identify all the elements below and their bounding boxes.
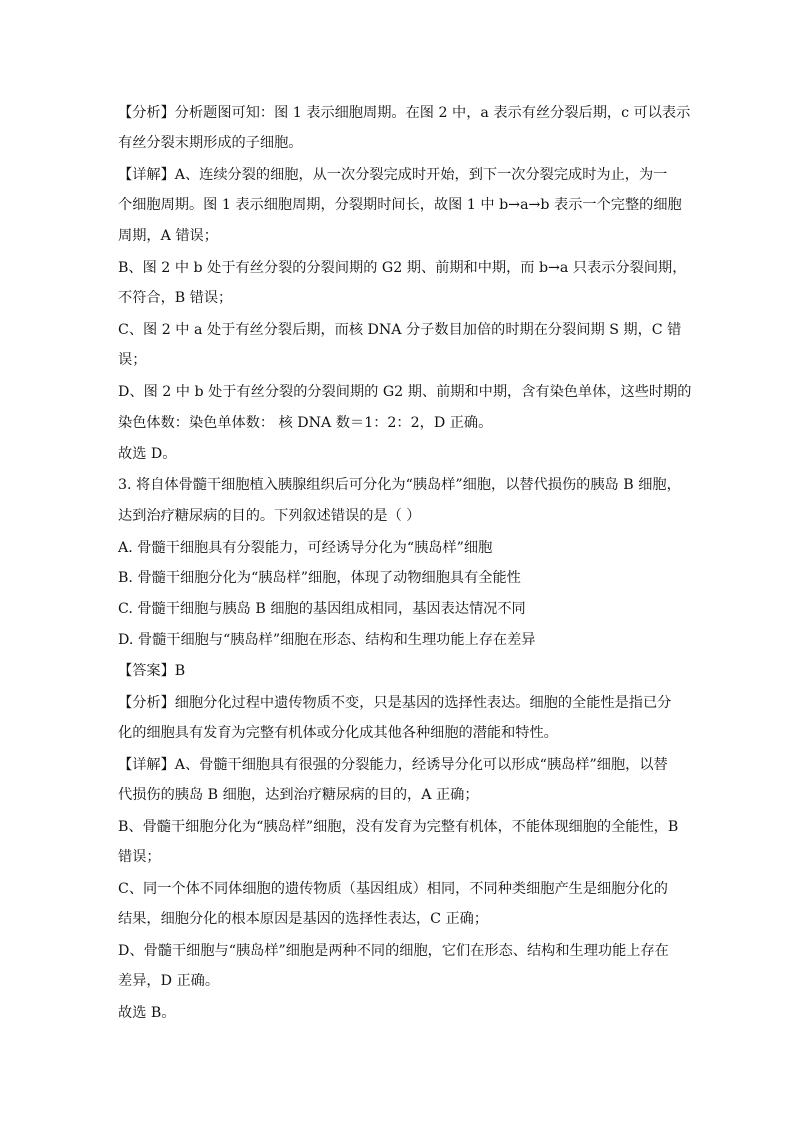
text-line: 化的细胞具有发育为完整有机体或分化成其他各种细胞的潜能和特性。 xyxy=(118,725,558,741)
text-line: 【详解】A、骨髓干细胞具有很强的分裂能力，经诱导分化可以形成“胰岛样”细胞，以替 xyxy=(118,757,668,773)
text-line: 个细胞周期。图 1 表示细胞周期，分裂期时间长，故图 1 中 b→a→b 表示一个完整的细胞 xyxy=(118,197,682,213)
text-line: B、骨髓干细胞分化为“胰岛样”细胞，没有发育为完整有机体，不能体现细胞的全能性，B xyxy=(118,819,679,835)
text-line: 不符合，B 错误； xyxy=(118,290,233,306)
text-line: 故选 D。 xyxy=(118,446,177,462)
text-line: B、图 2 中 b 处于有丝分裂的分裂间期的 G2 期、前期和中期，而 b→a 只表示分裂间期， xyxy=(118,260,687,276)
text-line: 有丝分裂末期形成的子细胞。 xyxy=(118,135,303,151)
text-line: 染色体数：染色单体数： 核 DNA 数＝1：2：2，D 正确。 xyxy=(118,415,493,431)
text-line: 差异，D 正确。 xyxy=(118,973,220,989)
answer-line: 【答案】B xyxy=(118,663,186,679)
text-line: 代损伤的胰岛 B 细胞，达到治疗糖尿病的目的，A 正确； xyxy=(118,787,479,803)
question-stem-line: 3. 将自体骨髓干细胞植入胰腺组织后可分化为“胰岛样”细胞，以替代损伤的胰岛 B 细胞， xyxy=(118,477,681,493)
text-line: D、图 2 中 b 处于有丝分裂的分裂间期的 G2 期、前期和中期，含有染色单体，这些时期的 xyxy=(118,384,692,400)
text-line: 错误； xyxy=(118,849,161,865)
text-line: C、图 2 中 a 处于有丝分裂后期，而核 DNA 分子数目加倍的时期在分裂间期 S 期，C 错 xyxy=(118,322,682,338)
text-line: 故选 B。 xyxy=(118,1005,176,1021)
text-line: 【分析】分析题图可知：图 1 表示细胞周期。在图 2 中，a 表示有丝分裂后期，c 可以表示 xyxy=(118,105,691,121)
option-d: D. 骨髓干细胞与“胰岛样”细胞在形态、结构和生理功能上存在差异 xyxy=(118,632,536,648)
text-line: 【详解】A、连续分裂的细胞，从一次分裂完成时开始，到下一次分裂完成时为止，为一 xyxy=(118,167,668,183)
text-line: D、骨髓干细胞与“胰岛样”细胞是两种不同的细胞，它们在形态、结构和生理功能上存在 xyxy=(118,943,669,959)
text-line: 【分析】细胞分化过程中遗传物质不变，只是基因的选择性表达。细胞的全能性是指已分 xyxy=(118,695,672,711)
text-line: 周期，A 错误； xyxy=(118,228,218,244)
option-a: A. 骨髓干细胞具有分裂能力，可经诱导分化为“胰岛样”细胞 xyxy=(118,540,493,556)
text-line: 结果，细胞分化的根本原因是基因的选择性表达，C 正确； xyxy=(118,911,489,927)
option-b: B. 骨髓干细胞分化为“胰岛样”细胞，体现了动物细胞具有全能性 xyxy=(118,570,521,586)
question-stem-line: 达到治疗糖尿病的目的。下列叙述错误的是（ ） xyxy=(118,508,421,524)
text-line: C、同一个体不同体细胞的遗传物质（基因组成）相同，不同种类细胞产生是细胞分化的 xyxy=(118,881,668,897)
option-c: C. 骨髓干细胞与胰岛 B 细胞的基因组成相同，基因表达情况不同 xyxy=(118,601,526,617)
text-line: 误； xyxy=(118,352,147,368)
